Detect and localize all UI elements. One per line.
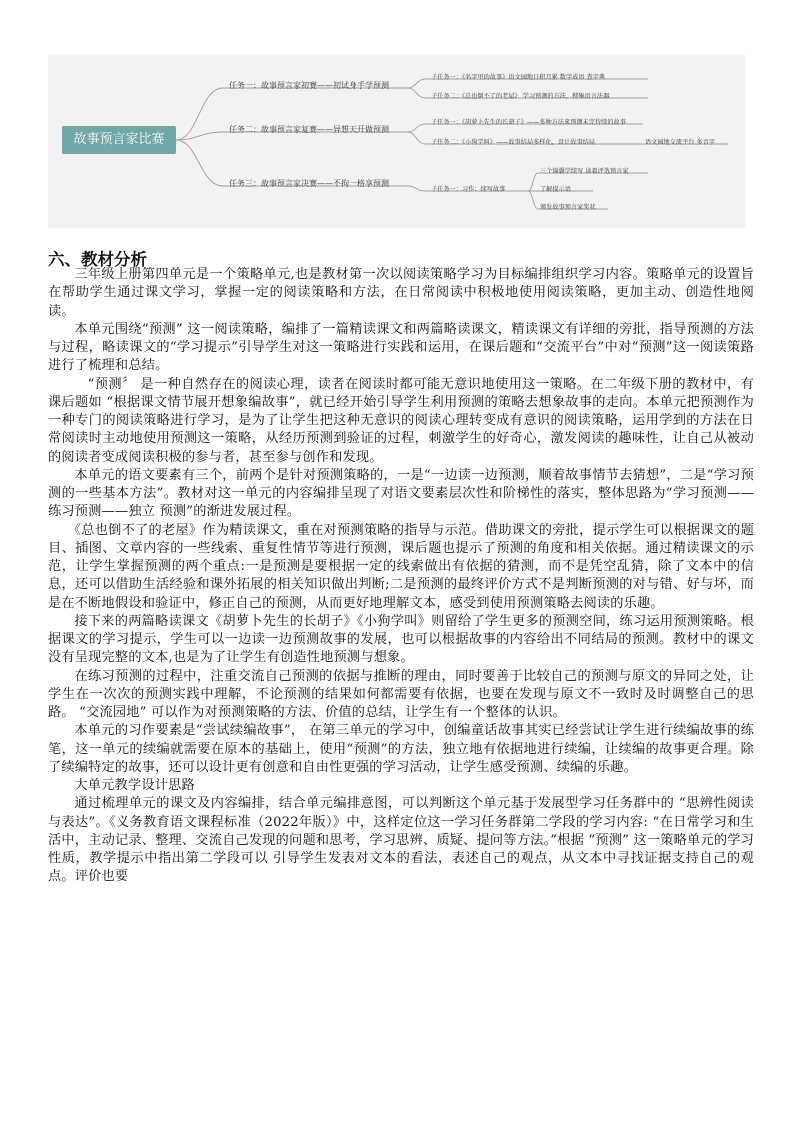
subheading: 大单元教学设计思路 — [74, 778, 195, 793]
paragraph: 《总也倒不了的老屋》作为精读课文，重在对预测策略的指导与示范。借助课文的旁批，提示学生可以根据课文的题目、插图、文章内容的一些线索、重复性情节等进行预测，课后题也提示了预测的角度和相关依据。通过精读课文的示范，让学生掌握预测的两个重点:一是预测是要根据一定的线索做出有依据的猜测，而不是凭空乱猜，除了文本中的信息，还可以借助生活经验和课外拓展的相关知识做出判断;二是预测的最终评价方式不是判断预测的对与错、好与坏，而是在不断地假设和验证中，修正自己的预测，从而更好地理解文本，感受到使用预测策略去阅读的乐趣。 — [48, 522, 754, 611]
mind-map-subtask: 语文园地交流平台 多音字 — [645, 139, 716, 146]
mind-map — [48, 55, 745, 228]
mind-map-subtask: 子任务二：《小狗学叫》——故事结局多样化，设计故事结局 — [431, 139, 595, 146]
paragraph: 接下来的两篇略读课文《胡萝卜先生的长胡子》《小狗学叫》则留给了学生更多的预测空间，练习运用预测策略。根据课文的学习提示，学生可以一边读一边预测故事的发展，也可以根据故事的内容给出不同结局的预测。教材中的课文没有呈现完整的文本,也是为了让学生有创造性地预测与想象。 — [48, 613, 754, 666]
section-heading: 六、教材分析 — [48, 250, 147, 269]
mind-map-subtask: 子任务一：《名字里的故事》语文园地日积月累 数字成语 查字典 — [431, 74, 606, 81]
mind-map-leaf: 颁发故事预言家奖状 — [540, 204, 596, 211]
paragraph: 三年级上册第四单元是一个策略单元,也是教材第一次以阅读策略学习为目标编排组织学习内容。策略单元的设置旨在帮助学生通过课文学习，掌握一定的阅读策略和方法，在日常阅读中积极地使用阅读策略，更加主动、创造性地阅读。 — [48, 267, 754, 319]
mind-map-task-2: 任务二：故事预言家复赛——异想天开做预测 — [229, 125, 389, 134]
paragraph: 在练习预测的过程中，注重交流自己预测的依据与推断的理由，同时要善于比较自己的预测与原文的异同之处，让学生在一次次的预测实践中理解，不论预测的结果如何都需要有依据，也要在发现与原文不一致时及时调整自己的思路。 “交流园地” 可以作为对预测策略的方法、价值的总结，让学生有一个整体的认识。 — [48, 668, 754, 720]
paragraph: “预测〞 是一种自然存在的阅读心理，读者在阅读时都可能无意识地使用这一策略。在二年级下册的教材中，有课后题如 “根据课文情节展开想象编故事”，就已经开始引导学生利用预测的策略去想象故事的走向。本单元把预测作为一种专门的阅读策略进行学习，是为了让学生把这种无意识的阅读心理转变成有意识的阅读策略，运用学到的方法在日常阅读时主动地使用预测这一策略，从经历预测到验证的过程，刺激学生的好奇心，激发阅读的趣味性，让自己从被动的阅读者变成阅读积极的参与者，甚至参与创作和发现。 — [48, 376, 754, 465]
mind-map-leaf: 了解提示语 — [540, 186, 571, 193]
mind-map-task-3: 任务三：故事预言家决赛——不拘一格享预测 — [229, 179, 389, 188]
mind-map-root: 故事预言家比赛 — [62, 126, 176, 154]
mind-map-task-1: 任务一：故事预言家初赛——初试身手学预测 — [229, 81, 389, 90]
body-text — [48, 266, 754, 887]
mind-map-leaf: 三个锦囊学续写 读着评选预言家 — [540, 168, 629, 175]
paragraph: 通过梳理单元的课文及内容编排，结合单元编排意图，可以判断这个单元基于发展型学习任务群中的 “思辨性阅读与表达”。《义务教育语文课程标准（2022年版）》中，这样定位这一学习任务群第二学段的学习内容: “在日常学习和生活中，主动记录、整理、交流自己发现的问题和思考，学习思辨、质疑、提问等方法。”根据 “预测” 这一策略单元的学习性质，教学提示中指出第二学段可以 引导学生发表对文本的看法，表述自己的观点，从文本中寻找证据支持自己的观点。评价也要 — [48, 796, 754, 885]
mind-map-subtask: 子任务一：《胡萝卜先生的长胡子》——多种方法来预测未完待续的故事 — [431, 119, 626, 126]
paragraph: 本单元的语文要素有三个，前两个是针对预测策略的，一是“一边读一边预测，顺着故事情节去猜想”，二是“学习预测的一些基本方法”。教材对这一单元的内容编排呈现了对语文要素层次性和阶梯性的落实，整体思路为“学习预测——练习预测——独立 预测”的渐进发展过程。 — [48, 467, 754, 520]
mind-map-subtask: 子任务二：《总也倒不了的老屋》 学习预测的方法，搜集语言法器 — [431, 93, 610, 100]
paragraph: 本单元围绕“预测” 这一阅读策略，编排了一篇精读课文和两篇略读课文，精读课文有详细的旁批，指导预测的方法与过程，略读课文的“学习提示”引导学生对这一策略进行实践和运用，在课后题和“交流平台”中对“预测”这一阅读策路进行了梳理和总结。 — [48, 321, 754, 374]
paragraph: 本单元的习作要素是“尝试续编故事”， 在第三单元的学习中，创编童话故事其实已经尝试让学生进行续编故事的练笔，这一单元的续编就需要在原本的基础上，使用“预测”的方法，独立地有依据地进行续编，让续编的故事更合理。除了续编特定的故事，还可以设计更有创意和自由性更强的学习活动，让学生感受预测、续编的乐趣。 — [48, 723, 754, 775]
mind-map-subtask: 子任务一：习作：续写故事 — [431, 186, 506, 193]
